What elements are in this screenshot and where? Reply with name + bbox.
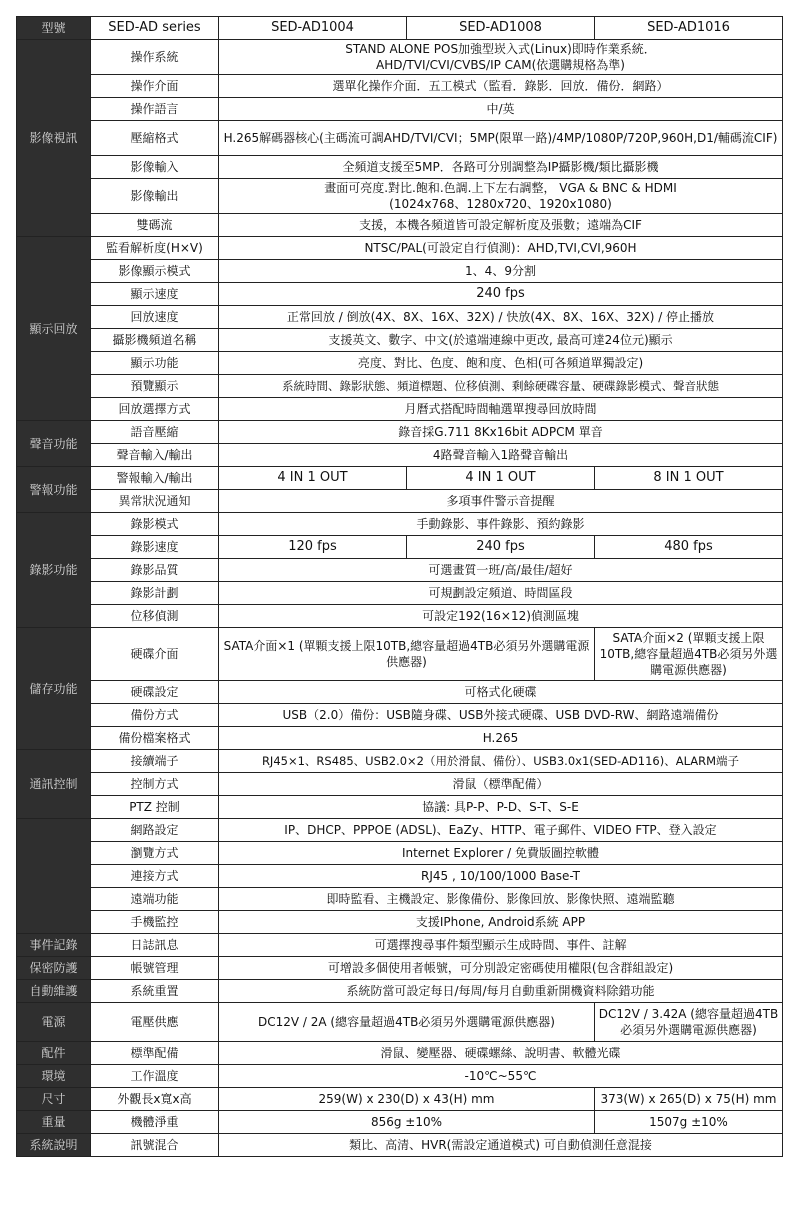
spec-row-preview xyxy=(17,375,783,398)
label-rec-quality: 錄影品質 xyxy=(91,559,219,582)
value-log: 可選擇搜尋事件類型顯示生成時間、事件、註解 xyxy=(219,934,783,957)
header-model-1016: SED-AD1016 xyxy=(595,17,783,40)
spec-row-motion xyxy=(17,605,783,628)
value-connect: RJ45 , 10/100/1000 Base-T xyxy=(219,865,783,888)
value-rec-speed-1016: 480 fps xyxy=(595,536,783,559)
value-playback-select: 月曆式搭配時間軸選單搜尋回放時間 xyxy=(219,398,783,421)
section-system-note: 系統說明 xyxy=(17,1134,91,1157)
spec-row-codec xyxy=(17,121,783,156)
value-rec-speed-1004: 120 fps xyxy=(219,536,407,559)
spec-row-psu xyxy=(17,1003,783,1042)
value-temp: -10℃~55℃ xyxy=(219,1065,783,1088)
value-video-out: 畫面可亮度.對比.飽和.色調.上下左右調整， VGA & BNC & HDMI (1024x768、1280x720、1920x1080) xyxy=(219,179,783,214)
label-resolution: 監看解析度(H×V) xyxy=(91,237,219,260)
section-event-log: 事件記錄 xyxy=(17,934,91,957)
value-reboot: 系統防當可設定每日/每周/每月自動重新開機資料除錯功能 xyxy=(219,980,783,1003)
value-hybrid: 類比、高清、HVR(需設定通道模式) 可自動偵測任意混接 xyxy=(219,1134,783,1157)
label-display-speed: 顯示速度 xyxy=(91,283,219,306)
spec-row-reboot xyxy=(17,980,783,1003)
label-ptz: PTZ 控制 xyxy=(91,796,219,819)
value-weight-a: 856g ±10% xyxy=(219,1111,595,1134)
section-security: 保密防護 xyxy=(17,957,91,980)
value-psu-b: DC12V / 3.42A (總容量超過4TB必須另外選購電源供應器) xyxy=(595,1003,783,1042)
spec-table xyxy=(16,16,783,1157)
spec-row-log xyxy=(17,934,783,957)
spec-row-ports xyxy=(17,750,783,773)
value-remote: 即時監看、主機設定、影像備份、影像回放、影像快照、遠端監聽 xyxy=(219,888,783,911)
spec-row-rec-quality xyxy=(17,559,783,582)
value-display-speed: 240 fps xyxy=(219,283,783,306)
label-hdd-set: 硬碟設定 xyxy=(91,681,219,704)
spec-row-rec-speed xyxy=(17,536,783,559)
header-model-1004: SED-AD1004 xyxy=(219,17,407,40)
label-lang: 操作語言 xyxy=(91,98,219,121)
spec-row-hybrid xyxy=(17,1134,783,1157)
spec-row-playback-speed xyxy=(17,306,783,329)
label-os: 操作系統 xyxy=(91,40,219,75)
section-record: 錄影功能 xyxy=(17,513,91,628)
value-mobile: 支援IPhone, Android系統 APP xyxy=(219,911,783,934)
label-ui: 操作介面 xyxy=(91,75,219,98)
header-category: 型號 xyxy=(17,17,91,40)
label-log: 日誌訊息 xyxy=(91,934,219,957)
spec-row-temp xyxy=(17,1065,783,1088)
label-reboot: 系統重置 xyxy=(91,980,219,1003)
value-playback-speed: 正常回放 / 倒放(4X、8X、16X、32X) / 快放(4X、8X、16X、32X) / 停止播放 xyxy=(219,306,783,329)
label-video-out: 影像輸出 xyxy=(91,179,219,214)
label-ports: 接續端子 xyxy=(91,750,219,773)
spec-row-dual-stream xyxy=(17,214,783,237)
value-preview: 系統時間、錄影狀態、頻道標題、位移偵測、剩餘硬碟容量、硬碟錄影模式、聲音狀態 xyxy=(219,375,783,398)
spec-row-abnormal xyxy=(17,490,783,513)
spec-row-display-speed xyxy=(17,283,783,306)
label-hdd-if: 硬碟介面 xyxy=(91,628,219,681)
header-row xyxy=(17,17,783,40)
value-cam-name: 支援英文、數字、中文(於遠端連線中更改, 最高可達24位元)顯示 xyxy=(219,329,783,352)
header-model-1008: SED-AD1008 xyxy=(407,17,595,40)
value-os: STAND ALONE POS加強型崁入式(Linux)即時作業系統． AHD/TVI/CVI/CVBS/IP CAM(依選購規格為準) xyxy=(219,40,783,75)
label-account: 帳號管理 xyxy=(91,957,219,980)
section-size: 尺寸 xyxy=(17,1088,91,1111)
value-rec-plan: 可規劃設定頻道、時間區段 xyxy=(219,582,783,605)
spec-row-display-func xyxy=(17,352,783,375)
label-backup: 備份方式 xyxy=(91,704,219,727)
value-audio-io: 4路聲音輸入1路聲音輸出 xyxy=(219,444,783,467)
section-comm: 通訊控制 xyxy=(17,750,91,819)
section-auto-maint: 自動維護 xyxy=(17,980,91,1003)
label-control: 控制方式 xyxy=(91,773,219,796)
value-weight-b: 1507g ±10% xyxy=(595,1111,783,1134)
spec-row-os xyxy=(17,40,783,75)
header-series: SED-AD series xyxy=(91,17,219,40)
value-display-mode: 1、4、9分割 xyxy=(219,260,783,283)
value-rec-quality: 可選畫質一班/高/最佳/超好 xyxy=(219,559,783,582)
spec-row-lang xyxy=(17,98,783,121)
value-dims-a: 259(W) x 230(D) x 43(H) mm xyxy=(219,1088,595,1111)
label-backup-fmt: 備份檔案格式 xyxy=(91,727,219,750)
section-alarm: 警報功能 xyxy=(17,467,91,513)
label-display-mode: 影像顯示模式 xyxy=(91,260,219,283)
section-audio: 聲音功能 xyxy=(17,421,91,467)
spec-row-hdd-if xyxy=(17,628,783,681)
label-preview: 預覽顯示 xyxy=(91,375,219,398)
label-connect: 連接方式 xyxy=(91,865,219,888)
spec-row-video-out xyxy=(17,179,783,214)
section-environment: 環境 xyxy=(17,1065,91,1088)
label-remote: 遠端功能 xyxy=(91,888,219,911)
spec-row-dims xyxy=(17,1088,783,1111)
label-video-in: 影像輸入 xyxy=(91,156,219,179)
value-dual-stream: 支援，本機各頻道皆可設定解析度及張數；遠端為CIF xyxy=(219,214,783,237)
label-abnormal: 異常狀況通知 xyxy=(91,490,219,513)
spec-row-alarm-io xyxy=(17,467,783,490)
spec-row-ptz xyxy=(17,796,783,819)
spec-row-backup xyxy=(17,704,783,727)
spec-row-account xyxy=(17,957,783,980)
section-weight: 重量 xyxy=(17,1111,91,1134)
label-mobile: 手機監控 xyxy=(91,911,219,934)
spec-row-hdd-set xyxy=(17,681,783,704)
spec-row-rec-plan xyxy=(17,582,783,605)
section-network-blank xyxy=(17,819,91,934)
label-dims: 外觀長x寬x高 xyxy=(91,1088,219,1111)
spec-row-video-in xyxy=(17,156,783,179)
value-browser: Internet Explorer / 免費版圖控軟體 xyxy=(219,842,783,865)
spec-row-weight xyxy=(17,1111,783,1134)
spec-row-connect xyxy=(17,865,783,888)
label-codec: 壓縮格式 xyxy=(91,121,219,156)
value-control: 滑鼠（標準配備） xyxy=(219,773,783,796)
spec-row-std-acc xyxy=(17,1042,783,1065)
section-accessory: 配件 xyxy=(17,1042,91,1065)
value-backup: USB（2.0）備份：USB隨身碟、USB外接式硬碟、USB DVD-RW、網路遠端備份 xyxy=(219,704,783,727)
label-cam-name: 攝影機頻道名稱 xyxy=(91,329,219,352)
spec-row-audio-codec xyxy=(17,421,783,444)
value-account: 可增設多個使用者帳號，可分別設定密碼使用權限(包含群組設定) xyxy=(219,957,783,980)
value-psu-a: DC12V / 2A (總容量超過4TB必須另外選購電源供應器) xyxy=(219,1003,595,1042)
value-motion: 可設定192(16×12)偵測區塊 xyxy=(219,605,783,628)
value-lang: 中/英 xyxy=(219,98,783,121)
label-psu: 電壓供應 xyxy=(91,1003,219,1042)
value-audio-codec: 錄音採G.711 8Kx16bit ADPCM 單音 xyxy=(219,421,783,444)
section-storage: 儲存功能 xyxy=(17,628,91,750)
value-hdd-if-b: SATA介面×2 (單顆支援上限10TB,總容量超過4TB必須另外選購電源供應器) xyxy=(595,628,783,681)
label-temp: 工作溫度 xyxy=(91,1065,219,1088)
spec-row-rec-mode xyxy=(17,513,783,536)
spec-row-audio-io xyxy=(17,444,783,467)
spec-row-ui xyxy=(17,75,783,98)
label-audio-codec: 語音壓縮 xyxy=(91,421,219,444)
spec-row-browser xyxy=(17,842,783,865)
spec-row-remote xyxy=(17,888,783,911)
spec-row-cam-name xyxy=(17,329,783,352)
value-ports: RJ45×1、RS485、USB2.0×2（用於滑鼠、備份）、USB3.0x1(SED-AD116)、ALARM端子 xyxy=(219,750,783,773)
spec-row-playback-select xyxy=(17,398,783,421)
value-backup-fmt: H.265 xyxy=(219,727,783,750)
label-dual-stream: 雙碼流 xyxy=(91,214,219,237)
value-hdd-set: 可格式化硬碟 xyxy=(219,681,783,704)
section-display: 顯示回放 xyxy=(17,237,91,421)
value-hdd-if-a: SATA介面×1 (單顆支援上限10TB,總容量超過4TB必須另外選購電源供應器) xyxy=(219,628,595,681)
label-rec-plan: 錄影計劃 xyxy=(91,582,219,605)
section-power: 電源 xyxy=(17,1003,91,1042)
label-motion: 位移偵測 xyxy=(91,605,219,628)
value-codec: H.265解碼器核心(主碼流可調AHD/TVI/CVI；5MP(限單一路)/4MP/1080P/720P,960H,D1/輔碼流CIF) xyxy=(219,121,783,156)
value-rec-speed-1008: 240 fps xyxy=(407,536,595,559)
spec-row-control xyxy=(17,773,783,796)
spec-row-mobile xyxy=(17,911,783,934)
value-rec-mode: 手動錄影、事件錄影、預約錄影 xyxy=(219,513,783,536)
label-rec-mode: 錄影模式 xyxy=(91,513,219,536)
label-playback-speed: 回放速度 xyxy=(91,306,219,329)
label-net: 網路設定 xyxy=(91,819,219,842)
label-playback-select: 回放選擇方式 xyxy=(91,398,219,421)
value-std-acc: 滑鼠、變壓器、硬碟螺絲、說明書、軟體光碟 xyxy=(219,1042,783,1065)
label-alarm-io: 警報輸入/輸出 xyxy=(91,467,219,490)
label-std-acc: 標準配備 xyxy=(91,1042,219,1065)
value-ui: 選單化操作介面．五工模式（監看．錄影．回放．備份．網路） xyxy=(219,75,783,98)
value-resolution: NTSC/PAL(可設定自行偵測)：AHD,TVI,CVI,960H xyxy=(219,237,783,260)
value-display-func: 亮度、對比、色度、飽和度、色相(可各頻道單獨設定) xyxy=(219,352,783,375)
spec-row-display-mode xyxy=(17,260,783,283)
value-alarm-io-1016: 8 IN 1 OUT xyxy=(595,467,783,490)
label-hybrid: 訊號混合 xyxy=(91,1134,219,1157)
label-weight: 機體淨重 xyxy=(91,1111,219,1134)
value-dims-b: 373(W) x 265(D) x 75(H) mm xyxy=(595,1088,783,1111)
value-video-in: 全頻道支援至5MP．各路可分別調整為IP攝影機/類比攝影機 xyxy=(219,156,783,179)
value-ptz: 協議: 具P-P、P-D、S-T、S-E xyxy=(219,796,783,819)
label-rec-speed: 錄影速度 xyxy=(91,536,219,559)
label-audio-io: 聲音輸入/輸出 xyxy=(91,444,219,467)
value-alarm-io-1004: 4 IN 1 OUT xyxy=(219,467,407,490)
value-abnormal: 多項事件警示音提醒 xyxy=(219,490,783,513)
section-video: 影像視訊 xyxy=(17,40,91,237)
value-alarm-io-1008: 4 IN 1 OUT xyxy=(407,467,595,490)
spec-row-net xyxy=(17,819,783,842)
label-browser: 瀏覽方式 xyxy=(91,842,219,865)
spec-row-resolution xyxy=(17,237,783,260)
value-net: IP、DHCP、PPPOE (ADSL)、EaZy、HTTP、電子郵件、VIDEO FTP、登入設定 xyxy=(219,819,783,842)
spec-row-backup-fmt xyxy=(17,727,783,750)
label-display-func: 顯示功能 xyxy=(91,352,219,375)
